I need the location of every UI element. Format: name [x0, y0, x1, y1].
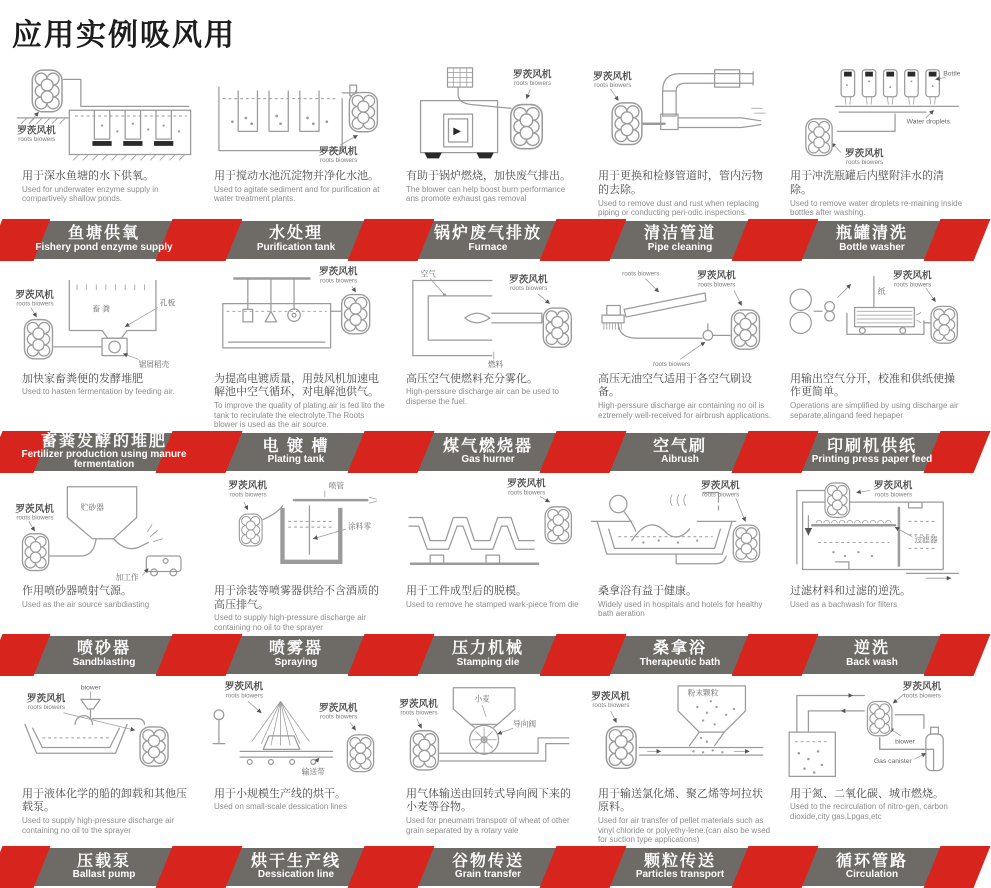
husk-label: 锯屑稻壳 [138, 359, 170, 369]
air-label: 空气 [420, 269, 436, 279]
diagram-fishery-pond [10, 64, 196, 168]
banner-pipe-cleaning [586, 221, 774, 259]
diagram-back-wash [778, 479, 964, 583]
roots-blower-icon [545, 507, 571, 544]
roots-blower-icon [32, 70, 62, 112]
description [202, 371, 390, 433]
banner-title-en: Gas hurner [461, 454, 515, 466]
roots-blower-icon [239, 514, 262, 546]
description [586, 371, 774, 433]
banner-title-en: Dessication line [257, 869, 335, 881]
roots-blower-label [593, 70, 632, 89]
banner-title-en: Stamping die [456, 657, 520, 669]
description-en: Used to hasten fermentation by feeding air. [22, 387, 175, 397]
description [394, 786, 582, 848]
roots-blower-icon [931, 306, 957, 343]
banner-title-cn: 水处理 [268, 225, 323, 243]
description-cn: 用于搅动水池沉淀物并净化水池。 [214, 170, 379, 182]
diagram-printing-press [778, 267, 964, 371]
page-title: 应用实例吸风用 [12, 19, 236, 52]
banner-purification-tank [202, 221, 390, 259]
banner-title-en: Furnace [468, 242, 508, 254]
app-cell-ballast-pump [10, 682, 198, 886]
diagram-art [219, 85, 358, 150]
description [394, 583, 582, 636]
water-droplets-label: Water droplets [906, 118, 951, 126]
filter-label: 过滤器 [914, 535, 938, 545]
app-cell-therapeutic-bath [586, 479, 774, 674]
roots-blower-icon [24, 319, 52, 358]
sand-hopper-label: 贮砂器 [80, 502, 104, 512]
description [10, 168, 198, 221]
description-en: To improve the quality of plating.air is fed lito the tank to recirulate the electrolyte.The Roots blower is used as the air source. [214, 401, 385, 430]
description-en: High-perssure discharge air containing no oil is eztremely well-received for airbrush applications. [598, 401, 771, 420]
banner-title-cn: 电 镀 槽 [262, 437, 330, 455]
banner-title-cn: 喷雾器 [268, 640, 323, 658]
app-cell-circulation [778, 682, 966, 886]
diagram-particles-transport [586, 682, 772, 786]
app-cell-fishery-pond [10, 64, 198, 259]
banner-dessication-line [202, 848, 390, 886]
banner-bottle-washer [778, 221, 966, 259]
description [778, 371, 966, 433]
spray-pipe-label: 喷管 [328, 481, 345, 491]
banner-stamping-die [394, 636, 582, 674]
banner-circulation [778, 848, 966, 886]
banner-title-en: Grain transfer [454, 869, 522, 881]
gas-canister-label: Gas canister [873, 757, 912, 765]
banner-title-cn: 逆洗 [853, 640, 890, 658]
roots-blower-label [507, 478, 546, 497]
description [202, 786, 390, 848]
description-en: Used as a bachwash for filters [790, 599, 898, 609]
banner-title-en: Circulation [845, 869, 899, 881]
description-en: Used to the recirculation of nitro-gen, carbon dioxide,city gas,Lpgas,etc [790, 802, 948, 821]
roots-blower-icon [606, 726, 636, 768]
diagram-spraying [202, 479, 388, 583]
roots-blower-label [701, 480, 740, 499]
banner-manure-fermentation [10, 433, 198, 471]
app-cell-bottle-washer [778, 64, 966, 259]
description-cn: 用于涂装等喷雾器供给不含酒质的高压排气。 [214, 584, 379, 611]
roots-blower-label [319, 146, 358, 165]
description-en: Used for underwater enzyme supply in compartively shallow ponds. [22, 184, 159, 204]
roots-blower-label [845, 147, 884, 166]
banner-title-cn: 空气刷 [652, 437, 707, 455]
diagram-manure-fermentation [10, 267, 196, 371]
banner-title-cn: 循环管路 [835, 852, 908, 870]
app-cell-manure-fermentation [10, 267, 198, 471]
description-en: Used on small-scale dessication lines [214, 802, 347, 812]
banner-title-en: Spraying [274, 657, 318, 669]
description-cn: 高压无油空气适用于各空气刷设备。 [598, 372, 752, 399]
app-cell-purification-tank [202, 64, 390, 259]
app-cell-pipe-cleaning [586, 64, 774, 259]
diagram-dessication-line [202, 682, 388, 786]
diagram-art [602, 278, 742, 359]
banner-title-en: Ballast pump [72, 869, 136, 881]
paper-label: 纸 [877, 286, 886, 296]
roots-blower-icon [342, 294, 370, 333]
banner-back-wash [778, 636, 966, 674]
description-cn: 桑拿浴有益于健康。 [598, 584, 697, 597]
roots-blower-label [874, 480, 913, 499]
app-cell-gas-burner [394, 267, 582, 471]
roots-blower-icon [733, 525, 759, 562]
roots-blower-icon [349, 93, 377, 132]
description-cn: 用于工件成型后的脱模。 [406, 584, 527, 597]
roots-blower-icon [543, 308, 571, 347]
banner-title-cn: 喷砂器 [76, 640, 131, 658]
roots-blower-label [229, 480, 268, 499]
diagram-stamping-die [394, 479, 580, 583]
description [10, 786, 198, 848]
description-cn: 加快家畜粪便的发酵堆肥 [22, 372, 143, 385]
roots-blower-label-right [319, 702, 358, 721]
description-en: Used to supply high-pressure discharge air containing no oil to the sprayer [214, 613, 367, 633]
banner-printing-press [778, 433, 966, 471]
description [202, 168, 390, 221]
description-en: Used to supply high-pressure discharge air containing no oil to the sprayer [22, 816, 175, 835]
description-cn: 用于小规模生产线的烘干。 [214, 787, 346, 800]
roots-blower-label [15, 289, 54, 308]
banner-furnace [394, 221, 582, 259]
banner-title-en: Pipe cleaning [647, 242, 713, 254]
banner-title-cn: 谷物传送 [451, 852, 524, 870]
banner-ballast-pump [10, 848, 198, 886]
banner-title-en: Back wash [846, 657, 898, 669]
description-cn: 为提高电镀质量，用鼓风机加速电解池中空气循环，对电解池供气。 [214, 372, 379, 399]
banner-sandblasting [10, 636, 198, 674]
roots-blower-label [513, 68, 552, 87]
diagram-pipe-cleaning [586, 64, 772, 168]
description-en: Widely used in hospitals and hotels for healthy bath aeration [598, 599, 763, 619]
banner-title-en: Purification tank [256, 242, 336, 254]
blower-small-label: biower [80, 684, 101, 692]
description-en: High-perssure discharge air can be used to disperse the fuel. [406, 387, 559, 407]
description-cn: 有助于锅炉燃烧，加快废气排出。 [406, 170, 571, 182]
app-cell-particles-transport [586, 682, 774, 886]
app-cell-furnace [394, 64, 582, 259]
description-cn: 用于氮、二氧化碳、城市燃烧。 [790, 787, 944, 800]
banner-airbrush [586, 433, 774, 471]
diagram-therapeutic-bath [586, 479, 772, 583]
roots-blower-icon [731, 310, 759, 349]
banner-title-cn: 压载泵 [76, 852, 131, 870]
diagram-grain-transfer [394, 682, 580, 786]
diagram-bottle-washer [778, 64, 964, 168]
banner-title-cn: 清洁管道 [643, 225, 716, 243]
description [586, 168, 774, 221]
app-cell-stamping-die [394, 479, 582, 674]
app-cell-sandblasting [10, 479, 198, 674]
banner-title-cn: 颗粒传送 [643, 852, 716, 870]
banner-gas-burner [394, 433, 582, 471]
banner-fishery-pond [10, 221, 198, 259]
roots-blower-label [893, 269, 932, 288]
diagram-furnace [394, 64, 580, 168]
banner-spraying [202, 636, 390, 674]
roots-blower-label [591, 690, 630, 709]
perforated-plate-label: 孔板 [159, 298, 176, 308]
description [10, 371, 198, 433]
banner-title-en: Particles transport [635, 869, 725, 881]
diagram-plating-tank [202, 267, 388, 371]
roots-blower-label [319, 265, 358, 284]
diagram-art [591, 492, 745, 563]
banner-title-cn: 煤气燃烧器 [442, 437, 533, 455]
description-en: Used for pneumatri transpotr of wheat of other grain separated by a rotary vale [406, 816, 570, 835]
app-cell-printing-press [778, 267, 966, 471]
roots-blower-label [27, 692, 66, 711]
description [10, 583, 198, 636]
banner-title-en: Bottle washer [839, 242, 905, 254]
description [778, 168, 966, 221]
description-en: Used for air transfer of pellet materials such as vinyl chloride or polyethy-lene.(can also be wsed for suction type applications) [598, 816, 771, 845]
roots-blower-icon [612, 103, 642, 145]
workpiece-label: 加工作 [115, 573, 139, 583]
diagram-art [409, 496, 550, 563]
app-cell-spraying [202, 479, 390, 674]
app-cell-plating-tank [202, 267, 390, 471]
diagram-gas-burner [394, 267, 580, 371]
roots-blower-label [903, 680, 942, 699]
description [586, 786, 774, 848]
roots-blower-icon [22, 534, 48, 571]
blower-small-label: biower [895, 738, 915, 746]
roots-blower-icon [347, 735, 373, 772]
description-cn: 用于更换和检修管道时，管内污物的去除。 [598, 170, 763, 196]
roots-blower-label [399, 698, 438, 717]
description-cn: 用气体输送由回转式导向阀下来的小麦等谷物。 [406, 787, 571, 814]
diagram-ballast-pump [10, 682, 196, 786]
description-cn: 用于深水鱼塘的水下供氧。 [22, 170, 154, 182]
description-en: Used to remove he stamped wark-piece from die [406, 599, 579, 609]
app-cell-grain-transfer [394, 682, 582, 886]
diagram-circulation [778, 682, 964, 786]
description-cn: 用于液体化学的船的卸载和其他压载泵。 [22, 787, 187, 814]
roots-blower-label [509, 273, 548, 292]
banner-title-en: Plating tank [267, 454, 325, 466]
diagram-art [223, 278, 356, 347]
diagram-art [797, 491, 959, 579]
roots-blower-label-left [225, 680, 264, 699]
roots-blowers-extra-label-bottom: roots biowers [653, 360, 691, 368]
manure-label: 畜 粪 [92, 303, 110, 313]
roots-blower-label [15, 503, 54, 522]
banner-title-cn: 烘干生产线 [250, 852, 341, 870]
paint-label: 涂料零 [347, 522, 372, 532]
banner-title-en: Fishery pond enzyme supply [35, 242, 173, 254]
description-en: Used to agitate sediment and for purification at water treatment plants. [214, 184, 380, 204]
description-cn: 过滤材料和过滤的逆洗。 [790, 584, 911, 597]
description [394, 371, 582, 433]
roots-blower-label [697, 269, 736, 288]
application-grid [10, 64, 970, 886]
banner-therapeutic-bath [586, 636, 774, 674]
roots-blower-label [17, 124, 56, 143]
description [586, 583, 774, 636]
description-cn: 用输出空气分开，校准和供纸使操作更简单。 [790, 372, 955, 399]
app-cell-back-wash [778, 479, 966, 674]
wheat-label: 小麦 [474, 693, 490, 703]
banner-grain-transfer [394, 848, 582, 886]
roots-blower-icon [410, 730, 438, 769]
diagram-art [789, 693, 943, 776]
roots-blower-icon [825, 483, 850, 517]
banner-title-cn: 瓶罐清洗 [835, 225, 908, 243]
guide-valve-label: 导向阀 [513, 718, 537, 728]
banner-title-cn: 鱼塘供氧 [67, 225, 140, 243]
description [778, 583, 966, 636]
description-en: Used as the air source sanbdiasting [22, 599, 150, 609]
diagram-airbrush [586, 267, 772, 371]
fuel-label: 燃料 [487, 359, 504, 369]
bottle-label: Bottle [943, 70, 961, 78]
description-cn: 用于冲洗瓶罐后内壁附沣水的清除。 [790, 170, 944, 196]
app-cell-dessication-line [202, 682, 390, 886]
diagram-art [417, 687, 569, 760]
roots-blower-icon [806, 119, 832, 156]
banner-particles-transport [586, 848, 774, 886]
roots-blower-icon [867, 701, 892, 735]
roots-blower-icon [511, 105, 543, 149]
app-cell-airbrush [586, 267, 774, 471]
conveyor-belt-label: 输送带 [301, 767, 325, 777]
description-en: Operations are simplified by using discharge air separate,alingand feed hepaper [790, 401, 959, 420]
diagram-purification-tank [202, 64, 388, 168]
banner-title-en: Aibrush [661, 454, 699, 466]
description-en: The blower can help boost burn performance ans promote exhaust gas removal [406, 184, 566, 204]
diagram-art [29, 487, 181, 576]
banner-plating-tank [202, 433, 390, 471]
roots-blowers-extra-label-top: roots biowers [622, 270, 660, 278]
banner-title-cn: 桑拿浴 [652, 640, 707, 658]
description [778, 786, 966, 848]
banner-title-en: Printing press paper feed [811, 454, 933, 466]
description [394, 168, 582, 221]
description [202, 583, 390, 636]
banner-title-en: Therapeutic bath [639, 657, 721, 669]
description-cn: 作用喷砂器喷射气源。 [22, 584, 132, 597]
diagram-sandblasting [10, 479, 196, 583]
banner-title-cn: 压力机械 [451, 640, 524, 658]
banner-title-cn: 锅炉废气排放 [433, 225, 542, 243]
roots-blower-icon [140, 727, 168, 766]
description-cn: 用于输送氯化烯、聚乙烯等坷拉状原料。 [598, 787, 763, 814]
banner-title-en: Sandblasting [72, 657, 136, 669]
banner-title-en: Fertilizer production using manure fermentation [21, 449, 187, 471]
description-en: Used to remove dust and rust when replacing piping or conducting peri-odic inspections. [598, 198, 759, 218]
diagram-art [832, 70, 959, 153]
banner-title-cn: 印刷机供纸 [826, 437, 917, 455]
banner-title-cn: 畜粪发酵的堆肥 [40, 432, 167, 450]
powder-label: 粉末颗粒 [687, 688, 719, 698]
description-en: Used to remove water droplets re-maining inside bottles after washing. [790, 198, 963, 218]
description-cn: 高压空气使燃料充分雾化。 [406, 372, 538, 385]
